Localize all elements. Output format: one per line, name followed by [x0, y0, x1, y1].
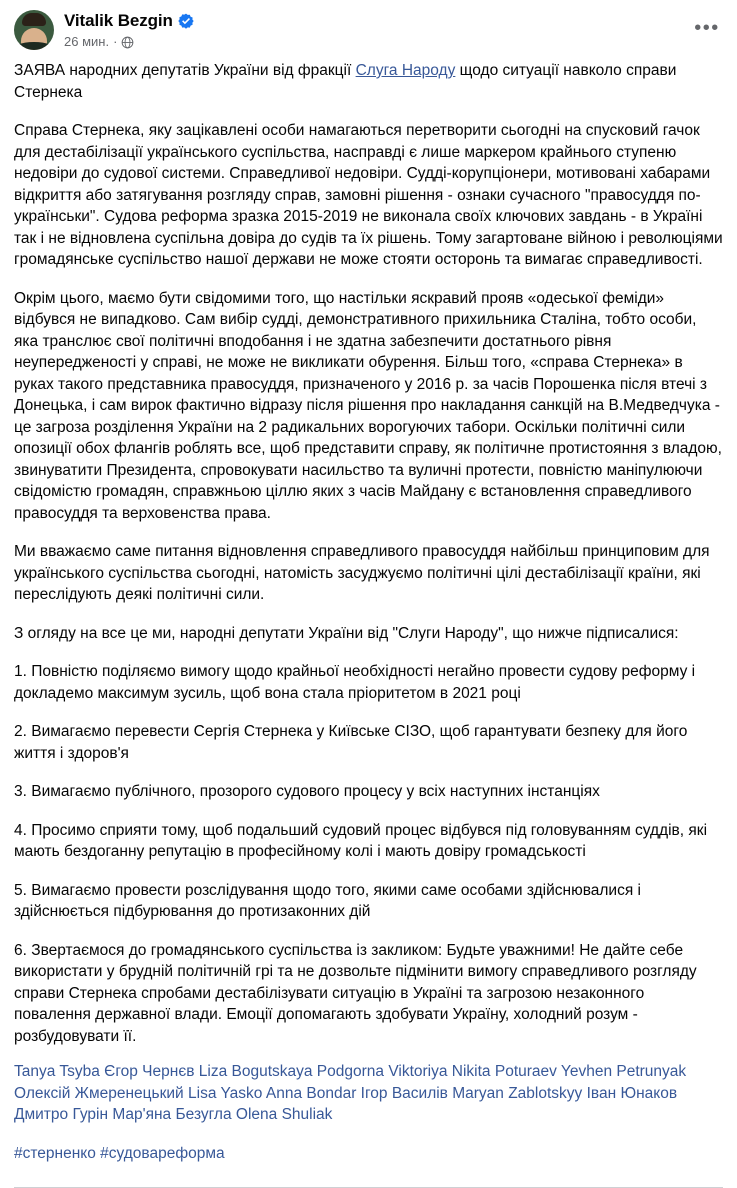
- globe-icon[interactable]: [121, 36, 134, 49]
- post-paragraph: 3. Вимагаємо публічного, прозорого судового процесу у всіх наступних інстанціях: [14, 783, 600, 800]
- signatories-list[interactable]: Tanya Tsyba Єгор Чернєв Liza Bogutskaya Podgorna Viktoriya Nikita Poturaev Yevhen Petrunyak Олексій Жмеренецький Lisa Yasko Anna Bondar Ігор Василів Maryan Zablotskyy Іван Юнаков Дмитро Гурін Мар'яна Безугла Olena Shuliak: [14, 1063, 687, 1123]
- paragraph-text-tail: щодо ситуації навколо справи Стернека: [14, 62, 677, 101]
- post-timestamp[interactable]: 26 мин.: [64, 34, 110, 49]
- meta-separator: ·: [113, 34, 118, 49]
- post-paragraph: Справа Стернека, яку зацікавлені особи намагаються перетворити сьогодні на спусковий гачок для дестабілізації українського суспільства, насправді є лише маркером крайнього ступеню недовіри до судової системи. Справедливої недовіри. Судді-корупціонери, мотивовані хабарами відкриття або затягування розгляду справ, замовні рішення - ознаки сучасного "правосуддя по-українськи". Судова реформа зразка 2015-2019 не виконала своїх ключових завдань - в Україні так і не відновлена суспільна довіра до судів та їх рішень. Тому загартоване війною і революціями громадянське суспільство нашої держави не може стояти осторонь та вимагає справедливості.: [14, 122, 723, 268]
- post-header-text: [64, 10, 194, 50]
- hashtags[interactable]: #стернeнко #судовареформа: [14, 1144, 225, 1162]
- post-body: [14, 60, 723, 1183]
- post-paragraph: З огляду на все це ми, народні депутати України від "Слуги Народу", що нижче підписалися:: [14, 624, 679, 642]
- post-options-button[interactable]: •••: [694, 17, 720, 39]
- post-header: [14, 10, 723, 50]
- post-paragraph: 5. Вимагаємо провести розслідування щодо того, якими саме особами здійснювалися і здійснюється підбурювання до протизаконних дій: [14, 881, 641, 920]
- page-mention-link[interactable]: Слуга Народу: [355, 62, 456, 79]
- verified-badge-icon: [178, 13, 194, 29]
- paragraph-text: ЗАЯВА народних депутатів України від фракції: [14, 62, 356, 79]
- post-paragraph: 6. Звертаємося до громадянського суспільства із закликом: Будьте уважними! Не дайте себе використати у брудній політичній грі та не дозвольте підмінити вимогу справедливого розгляду справи Стернека спробами дестабілізувати ситуацію в Україні та загрозою незаконного повалення державної влади. Емоції допомагають здобувати Україну, холодний розум - розбудовувати її.: [14, 941, 697, 1045]
- post-paragraph: 2. Вимагаємо перевести Сергія Стернека у Київське СІЗО, щоб гарантувати безпеку для його життя і здоров'я: [14, 723, 688, 762]
- post-paragraph: [14, 60, 723, 103]
- avatar[interactable]: [14, 10, 54, 50]
- author-name[interactable]: Vitalik Bezgin: [64, 11, 173, 30]
- author-row: [64, 11, 194, 31]
- post-paragraph: 4. Просимо сприяти тому, щоб подальший судовий процес відбувся під головуванням суддів, які мають бездоганну репутацію в професійному колі і мають довіру громадськості: [14, 821, 708, 860]
- post-meta: [64, 34, 194, 50]
- post-paragraph: 1. Повністю поділяємо вимогу щодо крайньої необхідності негайно провести судову реформу і докладемо максимум зусиль, щоб вона стала пріоритетом в 2021 році: [14, 663, 696, 702]
- post-paragraph: Окрім цього, маємо бути свідомими того, що настільки яскравий прояв «одеської феміди» відбувся не випадково. Сам вибір судді, демонстративного прихильника Сталіна, тобто особи, яка транслює свої політичні вподобання і не здатна забезпечити достатнього рівня неупередженості у справі, не може не викликати обурення. Більш того, «справа Стернека» в руках такого представника правосуддя, призначеного у 2016 р. за часів Порошенка після втечі з Донецька, і сам вирок фактично відразу після рішення про накладання санкцій на В.Медведчука - це загроза розділення України на 2 радикальних ворогуючих табори. Оскільки політичні сили опозиції обох флангів роблять все, щоб представити справу, як політичне протистояння з владою, звинуватити Президента, спровокувати насильство та вуличні протести, повністю маніпулюючи свідомістю громадян, справжньою ціллю яких з часів Майдану є встановлення справедливого правосуддя та верховенства права.: [14, 289, 722, 522]
- post-paragraph: Ми вважаємо саме питання відновлення справедливого правосуддя найбільш принциповим для українського суспільства сьогодні, натомість засуджуємо політичні цілі дестабілізації країни, які переслідують деякі політичні сили.: [14, 543, 710, 603]
- avatar-shoulders: [14, 42, 54, 50]
- avatar-hair: [22, 13, 46, 26]
